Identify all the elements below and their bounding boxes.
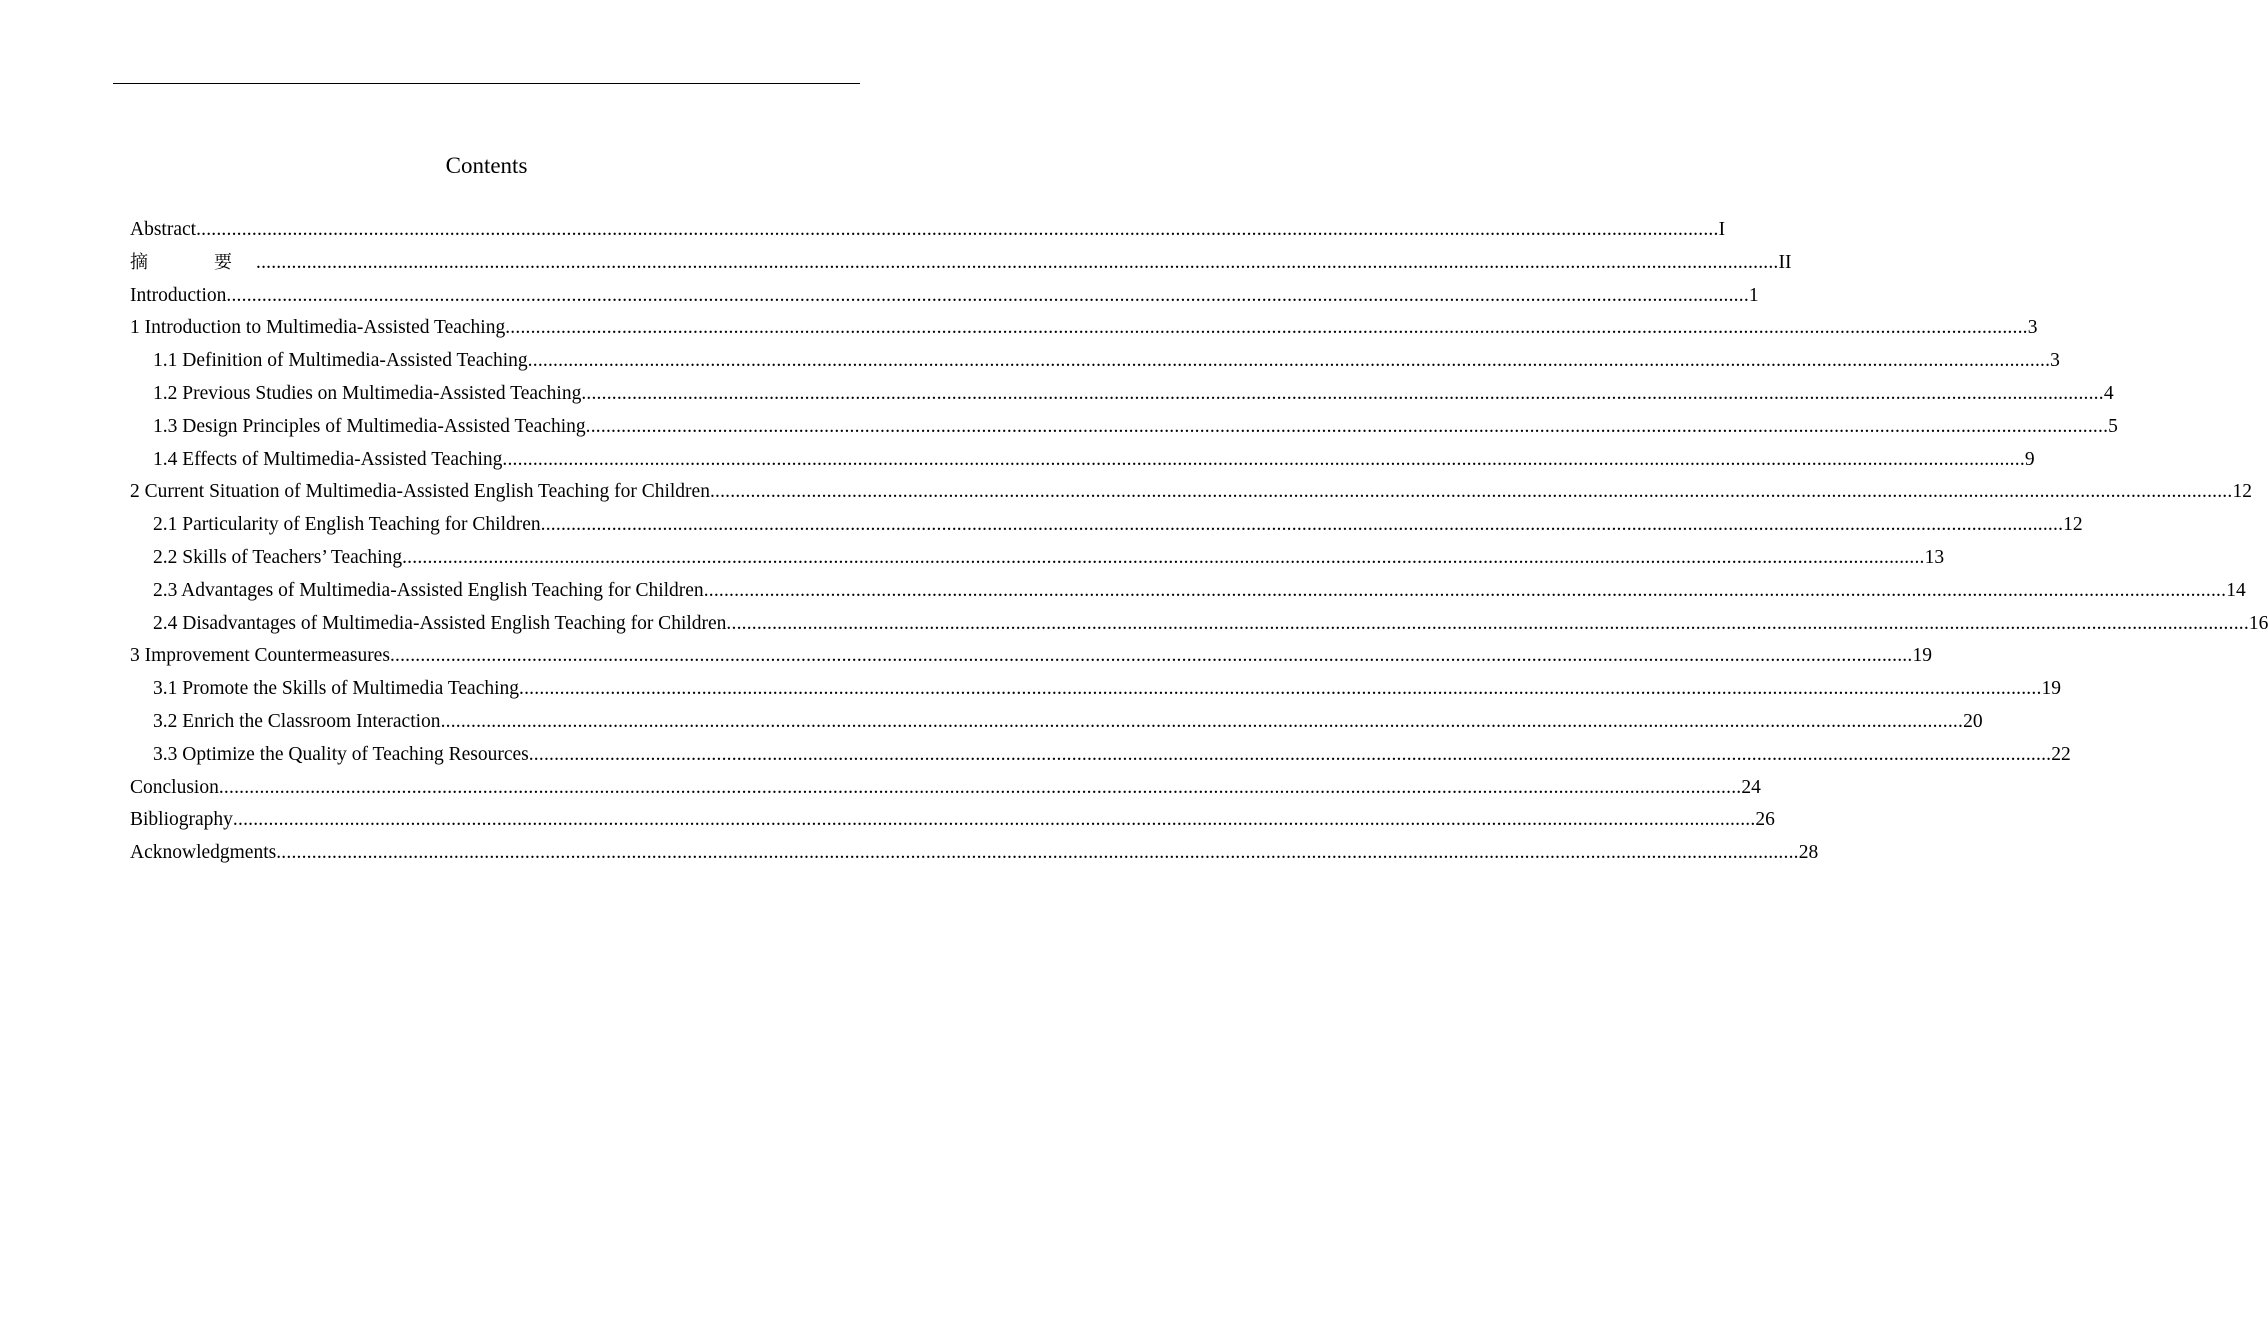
toc-entry-label: Acknowledgments <box>130 842 277 864</box>
toc-entry[interactable] <box>130 706 1983 739</box>
toc-entry-page-number: 26 <box>1755 809 1775 831</box>
toc-entry[interactable] <box>130 214 1726 247</box>
toc-entry-page-number: 20 <box>1963 710 1983 732</box>
toc-entry[interactable] <box>130 312 2038 345</box>
toc-entry-label: 1.1 Definition of Multimedia-Assisted Teaching <box>153 350 528 372</box>
toc-dot-leader: ............................................................................................................................................................................................................................................................................................................ <box>505 317 2028 339</box>
toc-entry[interactable] <box>130 673 2062 706</box>
toc-dot-leader: ............................................................................................................................................................................................................................................................................................................ <box>218 776 1742 798</box>
toc-entry[interactable] <box>130 345 2060 378</box>
toc-dot-leader: ............................................................................................................................................................................................................................................................................................................ <box>440 710 1964 732</box>
toc-dot-leader: ............................................................................................................................................................................................................................................................................................................ <box>226 284 1749 306</box>
toc-entry[interactable] <box>130 247 1792 280</box>
toc-dot-leader: ............................................................................................................................................................................................................................................................................................................ <box>709 481 2233 503</box>
toc-dot-leader: ............................................................................................................................................................................................................................................................................................................ <box>276 842 1799 864</box>
toc-entry-label: 3.3 Optimize the Quality of Teaching Resources <box>153 743 529 765</box>
toc-entry-page-number: I <box>1718 219 1726 240</box>
toc-entry-label: 2.3 Advantages of Multimedia-Assisted English Teaching for Children <box>153 579 704 601</box>
toc-entry[interactable] <box>130 444 2035 477</box>
toc-dot-leader: ............................................................................................................................................................................................................................................................................................................ <box>402 546 1925 568</box>
toc-entry[interactable] <box>130 575 2246 608</box>
page-title: Contents <box>445 153 528 178</box>
toc-entry-label: 3.2 Enrich the Classroom Interaction <box>153 710 441 732</box>
toc-entry-page-number: 5 <box>2108 415 2118 437</box>
toc-dot-leader: ............................................................................................................................................................................................................................................................................................................ <box>726 612 2249 634</box>
toc-dot-leader: ............................................................................................................................................................................................................................................................................................................ <box>528 743 2052 765</box>
toc-dot-leader: ............................................................................................................................................................................................................................................................................................................ <box>196 219 1719 240</box>
toc-dot-leader: ............................................................................................................................................................................................................................................................................................................ <box>256 251 1779 273</box>
toc-entry-label: Introduction <box>130 284 227 306</box>
toc-entry-label: 2.2 Skills of Teachers’ Teaching <box>153 546 403 568</box>
toc-entry[interactable] <box>130 739 2071 772</box>
toc-entry-label: 1.4 Effects of Multimedia-Assisted Teaching <box>153 448 503 470</box>
toc-entry-label: 3 Improvement Countermeasures <box>130 645 390 667</box>
toc-entry-page-number: 16 <box>2248 612 2268 634</box>
toc-dot-leader: ............................................................................................................................................................................................................................................................................................................ <box>389 645 1913 667</box>
toc-entry-page-number: 19 <box>2041 678 2062 700</box>
toc-entry-label: 摘 要 <box>130 251 256 273</box>
toc-entry[interactable] <box>130 640 1932 673</box>
toc-entry-page-number: II <box>1778 251 1792 273</box>
toc-dot-leader: ............................................................................................................................................................................................................................................................................................................ <box>502 448 2025 470</box>
toc-entry[interactable] <box>130 476 2252 509</box>
toc-dot-leader: ............................................................................................................................................................................................................................................................................................................ <box>527 350 2051 372</box>
toc-entry-page-number: 4 <box>2103 382 2114 404</box>
toc-entry[interactable] <box>130 772 1761 805</box>
toc-entry-label: Abstract <box>130 219 197 240</box>
toc-dot-leader: ............................................................................................................................................................................................................................................................................................................ <box>581 382 2104 404</box>
toc-entry-page-number: 9 <box>2024 448 2035 470</box>
toc-entry-label: 3.1 Promote the Skills of Multimedia Teaching <box>153 678 520 700</box>
toc-entry-label: 2.4 Disadvantages of Multimedia-Assisted English Teaching for Children <box>153 612 727 634</box>
toc-entry-label: 1.2 Previous Studies on Multimedia-Assisted Teaching <box>153 382 582 404</box>
toc-entry[interactable] <box>130 608 2268 641</box>
toc-entry-label: Conclusion <box>130 776 219 798</box>
toc-entry-page-number: 28 <box>1798 842 1819 864</box>
toc-entry-page-number: 12 <box>2063 514 2083 536</box>
toc-entry[interactable] <box>130 804 1775 837</box>
toc-entry-label: 2 Current Situation of Multimedia-Assisted English Teaching for Children <box>130 481 710 503</box>
toc-entry-label: 1.3 Design Principles of Multimedia-Assisted Teaching <box>153 415 586 437</box>
toc-entry-page-number: 13 <box>1924 546 1945 568</box>
table-of-contents <box>130 214 2268 870</box>
toc-entry-label: 1 Introduction to Multimedia-Assisted Teaching <box>130 317 506 339</box>
toc-entry-page-number: 14 <box>2226 579 2246 601</box>
toc-entry-page-number: 1 <box>1748 284 1759 306</box>
toc-dot-leader: ............................................................................................................................................................................................................................................................................................................ <box>540 514 2064 536</box>
toc-dot-leader: ............................................................................................................................................................................................................................................................................................................ <box>519 678 2042 700</box>
toc-entry[interactable] <box>130 280 1759 313</box>
toc-entry[interactable] <box>130 542 1945 575</box>
toc-entry[interactable] <box>130 411 2118 444</box>
toc-entry[interactable] <box>130 378 2114 411</box>
header-rule <box>113 83 860 84</box>
toc-entry[interactable] <box>130 837 1819 870</box>
toc-entry-page-number: 3 <box>2027 317 2038 339</box>
toc-dot-leader: ............................................................................................................................................................................................................................................................................................................ <box>232 809 1756 831</box>
toc-entry-page-number: 3 <box>2050 350 2060 372</box>
toc-entry[interactable] <box>130 509 2083 542</box>
toc-dot-leader: ............................................................................................................................................................................................................................................................................................................ <box>585 415 2109 437</box>
toc-entry-label: Bibliography <box>130 809 233 831</box>
toc-entry-page-number: 19 <box>1912 645 1932 667</box>
toc-entry-page-number: 22 <box>2051 743 2071 765</box>
toc-dot-leader: ............................................................................................................................................................................................................................................................................................................ <box>703 579 2227 601</box>
toc-entry-label: 2.1 Particularity of English Teaching for Children <box>153 514 541 536</box>
toc-entry-page-number: 24 <box>1741 776 1761 798</box>
toc-entry-page-number: 12 <box>2232 481 2252 503</box>
